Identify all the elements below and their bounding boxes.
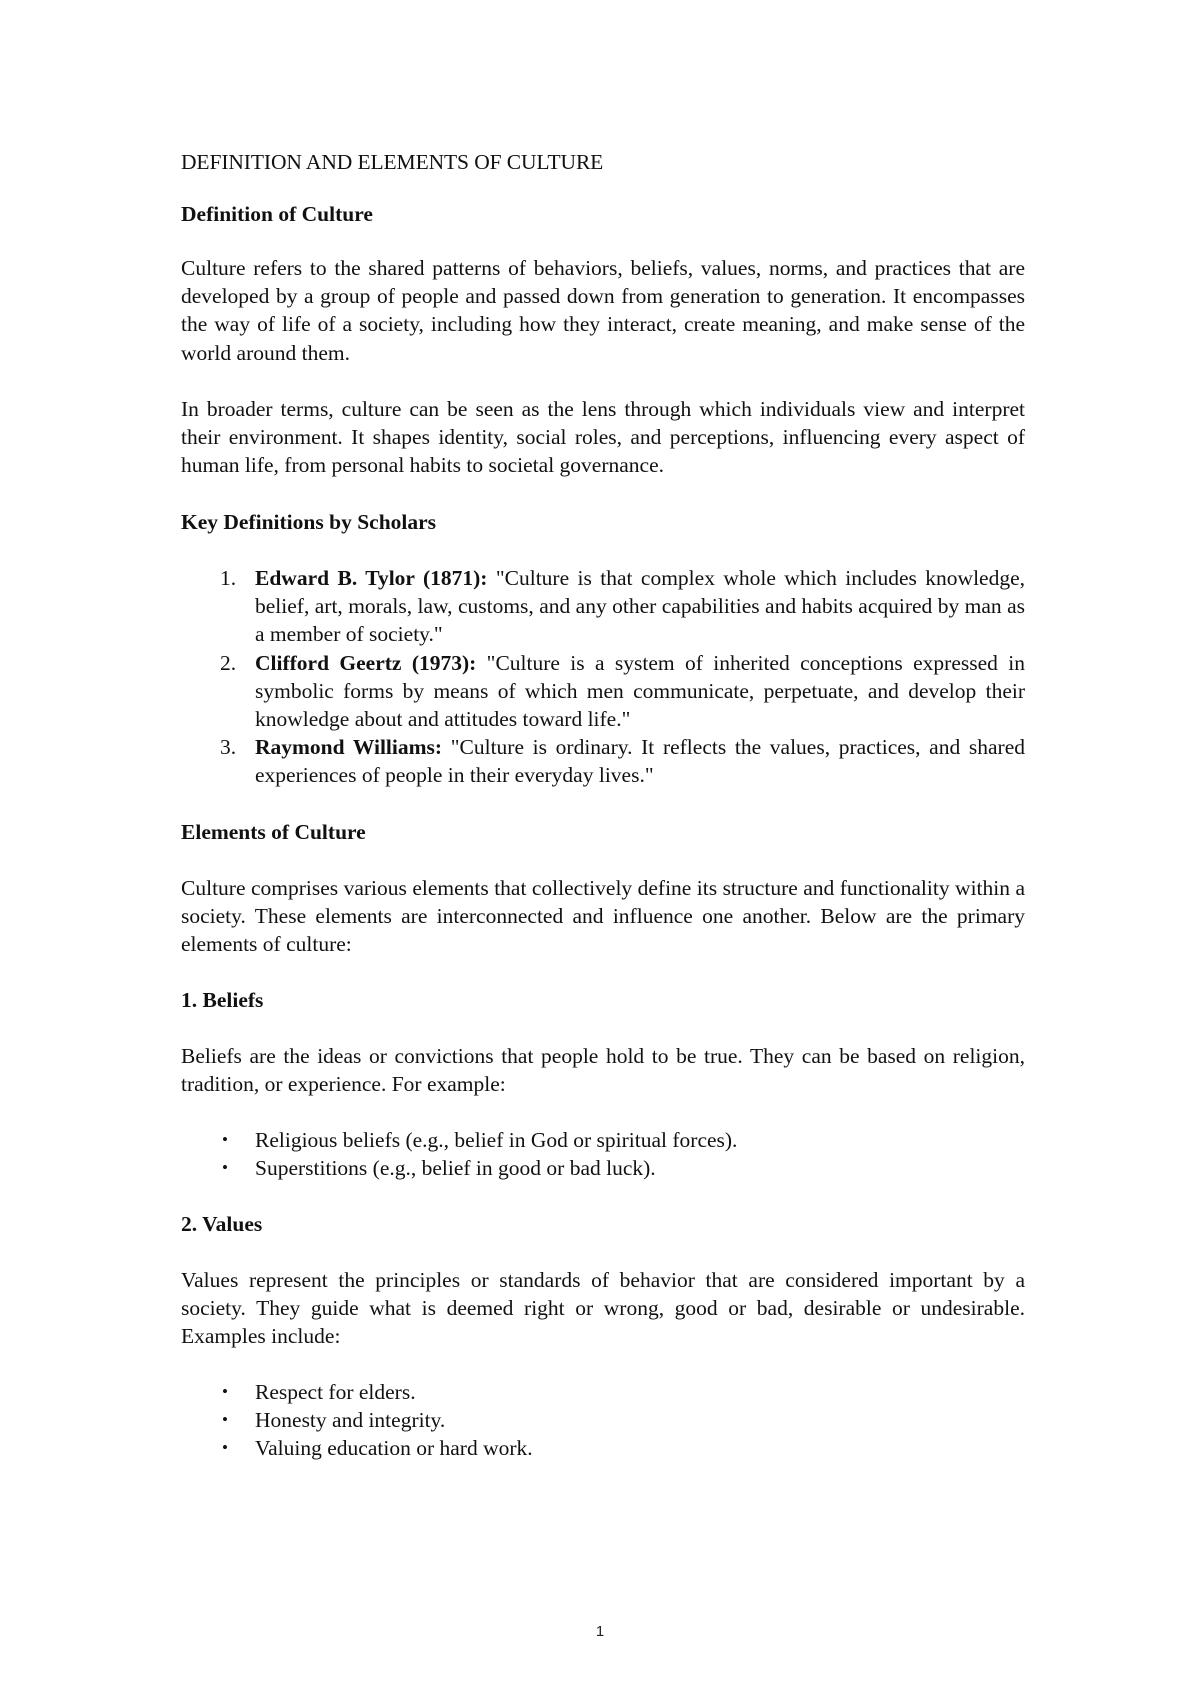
scholar-name: Raymond Williams: bbox=[255, 735, 443, 760]
elements-heading: Elements of Culture bbox=[181, 820, 366, 844]
beliefs-heading: 1. Beliefs bbox=[181, 988, 264, 1012]
scholar-item bbox=[181, 564, 1025, 649]
bullet-icon: • bbox=[222, 1130, 228, 1149]
scholar-name: Edward B. Tylor (1871): bbox=[255, 566, 488, 590]
list-item-text: Valuing education or hard work. bbox=[255, 1436, 533, 1461]
list-number: 3. bbox=[220, 735, 237, 760]
scholar-quote: "Culture is ordinary. It reflects the values, practices, and shared experiences of people in their everyday lives." bbox=[255, 735, 1026, 788]
values-paragraph: Values represent the principles or standards of behavior that are considered important by a society. They guide what is deemed right or wrong, good or bad, desirable or undesirable. Examples include: bbox=[181, 1268, 1025, 1349]
list-number: 1. bbox=[220, 566, 237, 590]
bullet-icon: • bbox=[222, 1382, 228, 1401]
scholar-quote: "Culture is a system of inherited conceptions expressed in symbolic forms by means of which men communicate, perpetuate, and develop their knowledge about and attitudes toward life." bbox=[255, 650, 1025, 732]
values-list bbox=[181, 1378, 1025, 1463]
scholars-heading: Key Definitions by Scholars bbox=[181, 510, 437, 534]
list-item bbox=[181, 1434, 1025, 1462]
page-number: 1 bbox=[595, 1623, 605, 1640]
list-item bbox=[181, 1154, 1025, 1182]
scholar-item bbox=[181, 733, 1025, 789]
values-heading: 2. Values bbox=[181, 1212, 263, 1236]
beliefs-list bbox=[181, 1126, 1025, 1182]
scholar-name: Clifford Geertz (1973): bbox=[255, 650, 477, 675]
definition-paragraph-2: In broader terms, culture can be seen as the lens through which individuals view and interpret their environment. It shapes identity, social roles, and perceptions, influencing every aspect of human life, from personal habits to societal governance. bbox=[181, 397, 1025, 478]
definition-paragraph-1: Culture refers to the shared patterns of behaviors, beliefs, values, norms, and practices that are developed by a group of people and passed down from generation to generation. It encompasses the way of life of a society, including how they interact, create meaning, and make sense of the world around them. bbox=[181, 256, 1025, 365]
list-item bbox=[181, 1378, 1025, 1406]
bullet-icon: • bbox=[222, 1158, 228, 1178]
scholar-item bbox=[181, 649, 1025, 734]
beliefs-paragraph: Beliefs are the ideas or convictions that people hold to be true. They can be based on religion, tradition, or experience. For example: bbox=[181, 1044, 1025, 1097]
list-item-text: Honesty and integrity. bbox=[255, 1408, 446, 1433]
scholar-quote: "Culture is that complex whole which includes knowledge, belief, art, morals, law, customs, and any other capabilities and habits acquired by man as a member of society." bbox=[255, 566, 1025, 647]
bullet-icon: • bbox=[222, 1410, 228, 1430]
elements-paragraph: Culture comprises various elements that collectively define its structure and functionality within a society. These elements are interconnected and influence one another. Below are the primary elements of culture: bbox=[181, 876, 1025, 957]
list-number: 2. bbox=[220, 650, 237, 675]
list-item-text: Religious beliefs (e.g., belief in God or spiritual forces). bbox=[255, 1128, 738, 1152]
definition-heading: Definition of Culture bbox=[181, 202, 373, 226]
list-item bbox=[181, 1406, 1025, 1434]
bullet-icon: • bbox=[222, 1438, 228, 1458]
list-item-text: Superstitions (e.g., belief in good or bad luck). bbox=[255, 1156, 656, 1181]
scholars-list bbox=[181, 564, 1025, 790]
list-item bbox=[181, 1126, 1025, 1154]
list-item-text: Respect for elders. bbox=[255, 1380, 416, 1404]
document-title: DEFINITION AND ELEMENTS OF CULTURE bbox=[181, 150, 604, 174]
